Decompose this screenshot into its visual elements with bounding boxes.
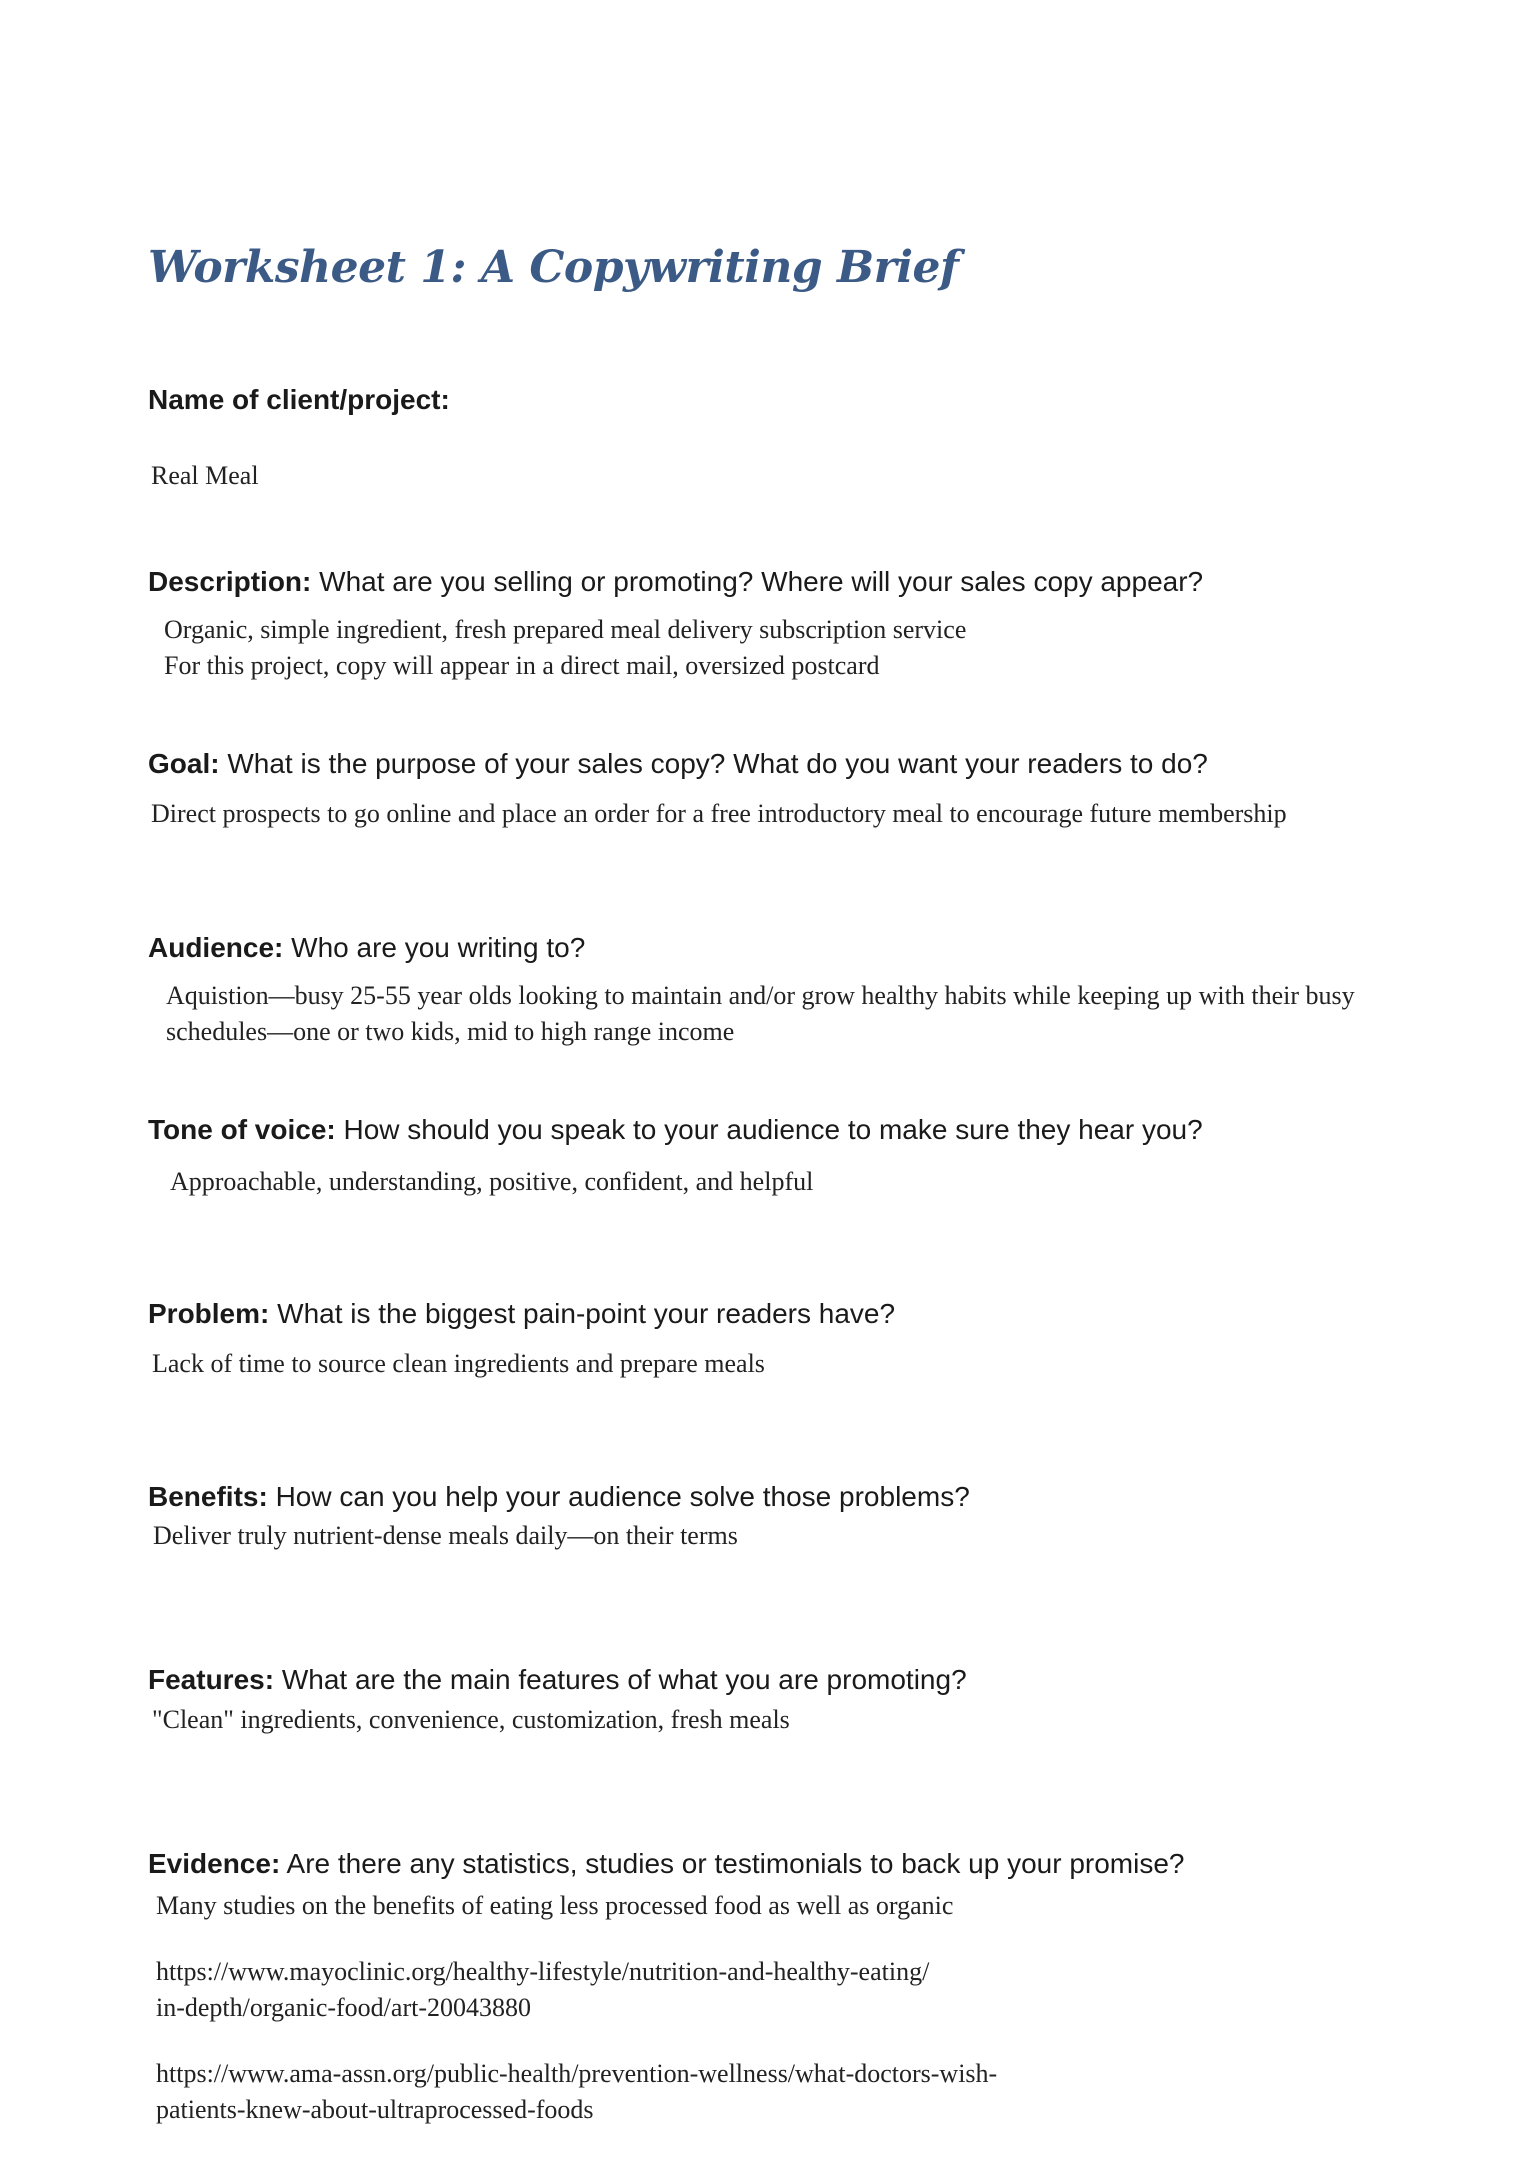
features-question	[148, 1664, 967, 1696]
page-title: Worksheet 1: A Copywriting Brief	[148, 242, 959, 293]
evidence-link-line: https://www.mayoclinic.org/healthy-lifestyle/nutrition-and-healthy-eating/	[156, 1957, 930, 1986]
description-answer-line: Organic, simple ingredient, fresh prepared meal delivery subscription service	[164, 615, 967, 644]
features-answer-line: "Clean" ingredients, convenience, customization, fresh meals	[152, 1705, 790, 1734]
description-question-text: What are you selling or promoting? Where will your sales copy appear?	[311, 566, 1204, 597]
evidence-question	[148, 1848, 1184, 1880]
benefits-label: Benefits:	[148, 1481, 268, 1512]
evidence-answer	[156, 1888, 953, 1924]
audience-answer-line: schedules—one or two kids, mid to high range income	[166, 1017, 735, 1046]
description-answer-line: For this project, copy will appear in a direct mail, oversized postcard	[164, 651, 880, 680]
client-question	[148, 384, 450, 416]
benefits-answer-line: Deliver truly nutrient-dense meals daily—on their terms	[153, 1521, 738, 1550]
evidence-link-line: in-depth/organic-food/art-20043880	[156, 1993, 531, 2022]
client-answer-line: Real Meal	[151, 461, 259, 490]
tone-question-text: How should you speak to your audience to make sure they hear you?	[335, 1114, 1203, 1145]
evidence-link-line: https://www.ama-assn.org/public-health/prevention-wellness/what-doctors-wish-	[156, 2059, 998, 2088]
audience-question-text: Who are you writing to?	[283, 932, 586, 963]
tone-question	[148, 1114, 1203, 1146]
problem-answer-line: Lack of time to source clean ingredients and prepare meals	[152, 1349, 765, 1378]
problem-answer	[152, 1346, 765, 1382]
features-question-text: What are the main features of what you are promoting?	[274, 1664, 967, 1695]
audience-answer	[166, 978, 1355, 1050]
evidence-label: Evidence:	[148, 1848, 281, 1879]
problem-label: Problem:	[148, 1298, 270, 1329]
client-label: Name of client/project:	[148, 384, 450, 415]
goal-question	[148, 748, 1208, 780]
goal-answer-line: Direct prospects to go online and place an order for a free introductory meal to encourage future membership	[151, 799, 1287, 828]
description-label: Description:	[148, 566, 312, 597]
audience-answer-line: Aquistion—busy 25-55 year olds looking to maintain and/or grow healthy habits while keeping up with their busy	[166, 981, 1355, 1010]
goal-label: Goal:	[148, 748, 220, 779]
features-answer	[152, 1702, 790, 1738]
problem-question	[148, 1298, 895, 1330]
evidence-question-text: Are there any statistics, studies or testimonials to back up your promise?	[280, 1848, 1185, 1879]
audience-label: Audience:	[148, 932, 284, 963]
evidence-link-line: patients-knew-about-ultraprocessed-foods	[156, 2095, 594, 2124]
benefits-question-text: How can you help your audience solve those problems?	[267, 1481, 970, 1512]
benefits-answer	[153, 1518, 738, 1554]
problem-question-text: What is the biggest pain-point your readers have?	[269, 1298, 896, 1329]
evidence-link-mayoclinic	[156, 1954, 929, 2026]
tone-answer	[170, 1164, 813, 1200]
client-answer	[151, 458, 259, 494]
description-answer	[164, 612, 966, 684]
evidence-link-ama	[156, 2056, 997, 2128]
evidence-answer-line: Many studies on the benefits of eating less processed food as well as organic	[156, 1891, 954, 1920]
tone-label: Tone of voice:	[148, 1114, 336, 1145]
audience-question	[148, 932, 585, 964]
goal-answer	[151, 796, 1287, 832]
goal-question-text: What is the purpose of your sales copy? What do you want your readers to do?	[219, 748, 1208, 779]
benefits-question	[148, 1481, 970, 1513]
description-question	[148, 566, 1203, 598]
tone-answer-line: Approachable, understanding, positive, confident, and helpful	[170, 1167, 814, 1196]
features-label: Features:	[148, 1664, 275, 1695]
